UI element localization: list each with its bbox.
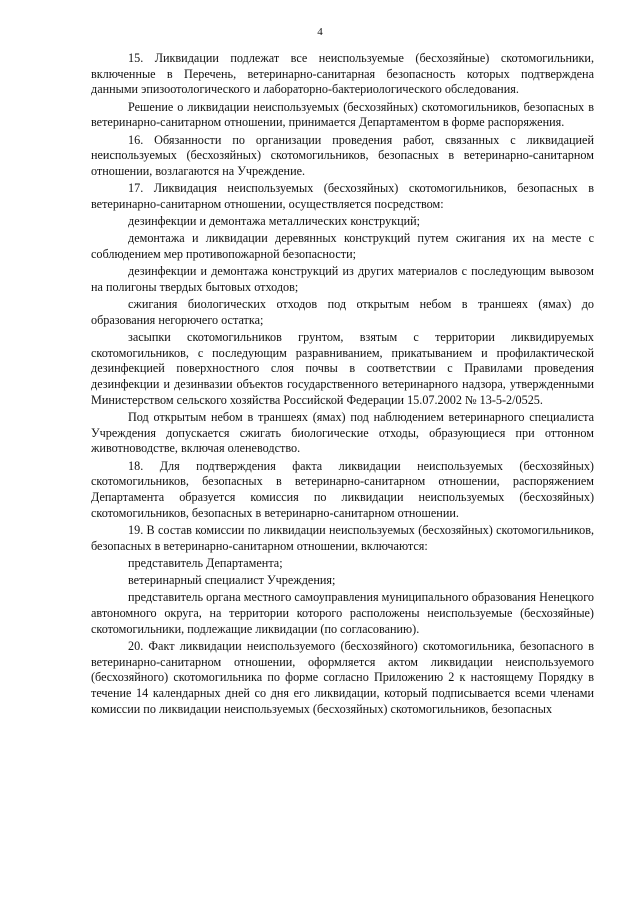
list-item-vet-specialist: ветеринарный специалист Учреждения; [128, 573, 336, 587]
paragraph-17: 17. Ликвидация неиспользуемых (бесхозяйных) скотомогильников, безопасных в ветеринарно-санитарном отношении, осуществляется посредством: [91, 181, 594, 211]
list-item-burning-waste: сжигания биологических отходов под открытым небом в траншеях (ямах) до образования негорючего остатка; [91, 297, 594, 327]
list-item-other-materials: дезинфекции и демонтажа конструкций из других материалов с последующим вывозом на полигоны твердых бытовых отходов; [91, 264, 594, 294]
page-number: 4 [317, 26, 323, 38]
paragraph-open-air-burning: Под открытым небом в траншеях (ямах) под наблюдением ветеринарного специалиста Учреждения допускается сжигать биологические отходы, образующиеся при оттонном животноводстве, включая оленеводство. [91, 409, 594, 456]
paragraph-18: 18. Для подтверждения факта ликвидации неиспользуемых (бесхозяйных) скотомогильников, безопасных в ветеринарно-санитарном отношении, распоряжением Департамента образуется комиссия по ликвидации неиспользуемых (бесхозяйных) скотомогильников, безопасных в ветеринарно-санитарном отношении. [91, 458, 594, 520]
paragraph-16: 16. Обязанности по организации проведения работ, связанных с ликвидацией неиспользуемых (бесхозяйных) скотомогильников, безопасных в ветеринарно-санитарном отношении, возлагаются на Учреждение. [91, 132, 594, 178]
list-item-local-government-rep: представитель органа местного самоуправления муниципального образования Ненецкого автономного округа, на территории которого расположены неиспользуемые (бесхозяйные) скотомогильники, подлежащие ликвидации (по согласованию). [91, 590, 594, 636]
paragraph-19: 19. В состав комиссии по ликвидации неиспользуемых (бесхозяйных) скотомогильников, безопасных в ветеринарно-санитарном отношении, включаются: [91, 522, 594, 553]
paragraph-20: 20. Факт ликвидации неиспользуемого (бесхозяйного) скотомогильника, безопасного в ветеринарно-санитарном отношении, оформляется актом ликвидации неиспользуемого (бесхозяйного) скотомогильника по форме согласно Приложению 2 к настоящему Порядку в течение 14 календарных дней со дня его ликвидации, который подписывается всеми членами комиссии по ликвидации неиспользуемых (бесхозяйных) скотомогильников, безопасных [91, 638, 594, 716]
paragraph-15: 15. Ликвидации подлежат все неиспользуемые (бесхозяйные) скотомогильники, включенные в Перечень, ветеринарно-санитарная безопасность которых подтверждена данными эпизоотологического и лабораторно-бактериологического обследования. [91, 51, 594, 97]
paragraph-liquidation-decision: Решение о ликвидации неиспользуемых (бесхозяйных) скотомогильников, безопасных в ветеринарно-санитарном отношении, принимается Департаментом в форме распоряжения. [91, 99, 594, 130]
document-body [91, 51, 594, 717]
list-item-department-rep: представитель Департамента; [128, 555, 283, 570]
list-item-soil-filling: засыпки скотомогильников грунтом, взятым с территории ликвидируемых скотомогильников, с последующим разравниванием, прикатыванием и профилактической дезинфекцией поверхностного слоя почвы в соответствии с Правилами проведения дезинфекции и дезинвазии объектов государственного ветеринарного надзора, утвержденными Министерством сельского хозяйства Российской Федерации 15.07.2002 № 13-5-2/0525. [91, 329, 594, 407]
list-item-metal-structures: дезинфекции и демонтажа металлических конструкций; [128, 214, 421, 229]
list-item-wooden-structures: демонтажа и ликвидации деревянных конструкций путем сжигания их на месте с соблюдением мер противопожарной безопасности; [91, 231, 594, 261]
